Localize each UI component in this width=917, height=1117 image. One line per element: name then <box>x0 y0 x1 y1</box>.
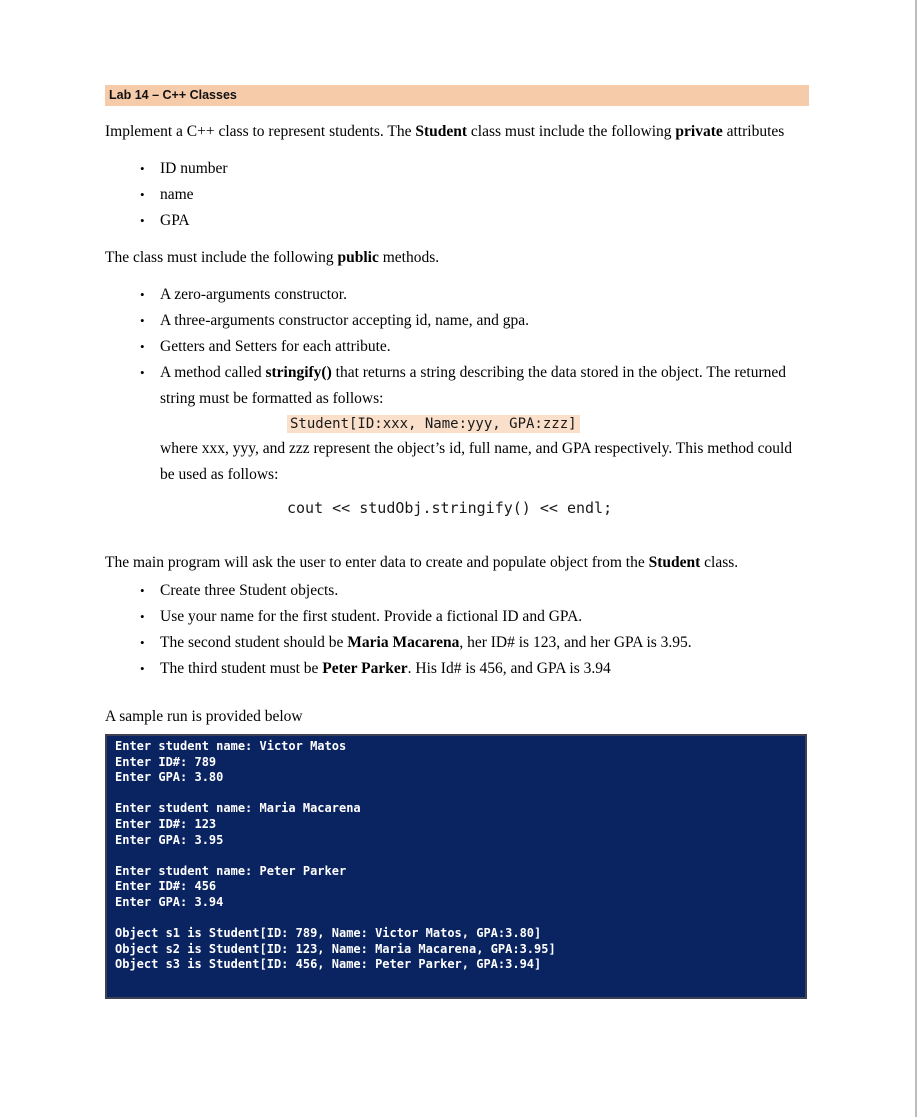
tasks-list <box>105 578 809 682</box>
console-line: Enter student name: Victor Matos <box>115 739 347 753</box>
task-first-student: Use your name for the first student. Provide a fictional ID and GPA. <box>160 608 583 625</box>
list-item <box>105 656 809 682</box>
main-program-text: The main program will ask the user to enter data to create and populate object from the <box>105 554 649 571</box>
public-keyword: public <box>337 249 379 266</box>
student-class-name: Student <box>415 123 468 140</box>
bullet-icon: • <box>140 287 145 302</box>
console-line <box>115 786 801 802</box>
section-heading: Lab 14 – C++ Classes <box>105 85 809 106</box>
bullet-icon: • <box>140 583 145 598</box>
task-create-objects: Create three Student objects. <box>160 582 339 599</box>
console-line: Enter student name: Peter Parker <box>115 863 347 878</box>
methods-intro-paragraph <box>105 245 809 271</box>
intro-text: class must include the following <box>467 123 676 140</box>
cout-usage-code: cout << studObj.stringify() << endl; <box>287 499 613 517</box>
list-item <box>105 182 809 208</box>
student-name-peter: Peter Parker <box>322 660 408 677</box>
console-line: Enter GPA: 3.94 <box>115 894 224 909</box>
bullet-icon: • <box>140 339 145 354</box>
console-line: Enter student name: Maria Macarena <box>115 801 361 816</box>
intro-text: attributes <box>722 123 785 140</box>
bullet-icon: • <box>140 313 145 328</box>
stringify-method-name: stringify() <box>265 364 332 381</box>
methods-list <box>105 282 809 523</box>
bullet-icon: • <box>140 609 145 624</box>
console-line: Enter ID#: 123 <box>115 816 217 831</box>
task-second-student <box>160 630 809 656</box>
usage-code-line <box>287 496 809 521</box>
console-line <box>115 848 801 864</box>
list-item <box>105 578 809 604</box>
attribute-name: name <box>160 186 194 203</box>
list-item <box>105 334 809 360</box>
attribute-gpa: GPA <box>160 212 190 229</box>
console-line: Enter GPA: 3.95 <box>115 832 224 847</box>
main-program-paragraph <box>105 550 809 576</box>
private-keyword: private <box>675 123 723 140</box>
console-line: Object s1 is Student[ID: 789, Name: Victor Matos, GPA:3.80] <box>115 926 542 941</box>
format-code-line <box>287 413 809 435</box>
list-item <box>105 282 809 308</box>
list-item <box>105 308 809 334</box>
list-item <box>105 630 809 656</box>
console-line <box>115 911 801 927</box>
console-line: Object s3 is Student[ID: 456, Name: Peter Parker, GPA:3.94] <box>115 957 542 972</box>
format-string-code: Student[ID:xxx, Name:yyy, GPA:zzz] <box>287 415 580 433</box>
list-item <box>105 156 809 182</box>
attribute-id: ID number <box>160 160 228 177</box>
bullet-icon: • <box>140 635 145 650</box>
method-stringify <box>160 360 809 523</box>
list-item <box>105 604 809 630</box>
console-line: Enter GPA: 3.80 <box>115 770 224 785</box>
bullet-icon: • <box>140 187 145 202</box>
stringify-text: that returns a string describing the data stored in the object. The returned string must be formatted as follows: <box>160 364 787 407</box>
console-line: Object s2 is Student[ID: 123, Name: Maria Macarena, GPA:3.95] <box>115 941 556 956</box>
main-program-text: class. <box>700 554 739 571</box>
bullet-icon: • <box>140 213 145 228</box>
stringify-text: A method called <box>160 364 266 381</box>
methods-intro-text: methods. <box>378 249 440 266</box>
attributes-list <box>105 156 809 234</box>
method-three-arg-constructor: A three-arguments constructor accepting id, name, and gpa. <box>160 312 530 329</box>
intro-text: Implement a C++ class to represent students. The <box>105 123 416 140</box>
task-text: , her ID# is 123, and her GPA is 3.95. <box>459 634 692 651</box>
student-name-maria: Maria Macarena <box>347 634 460 651</box>
task-text: . His Id# is 456, and GPA is 3.94 <box>407 660 611 677</box>
stringify-explanation: where xxx, yyy, and zzz represent the object’s id, full name, and GPA respectively. This method could be used as follows: <box>160 440 793 483</box>
task-text: The third student must be <box>160 660 323 677</box>
student-class-name: Student <box>648 554 701 571</box>
bullet-icon: • <box>140 161 145 176</box>
task-text: The second student should be <box>160 634 348 651</box>
list-item <box>105 360 809 523</box>
task-third-student <box>160 656 809 682</box>
method-getters-setters: Getters and Setters for each attribute. <box>160 338 391 355</box>
bullet-icon: • <box>140 661 145 676</box>
document-content <box>105 85 809 999</box>
intro-paragraph <box>105 119 809 145</box>
console-output <box>105 734 807 999</box>
bullet-icon: • <box>140 365 145 380</box>
methods-intro-text: The class must include the following <box>105 249 338 266</box>
console-line: Enter ID#: 456 <box>115 879 217 894</box>
sample-run-caption: A sample run is provided below <box>105 708 303 725</box>
list-item <box>105 208 809 234</box>
console-line: Enter ID#: 789 <box>115 754 217 769</box>
method-zero-arg-constructor: A zero-arguments constructor. <box>160 286 347 303</box>
